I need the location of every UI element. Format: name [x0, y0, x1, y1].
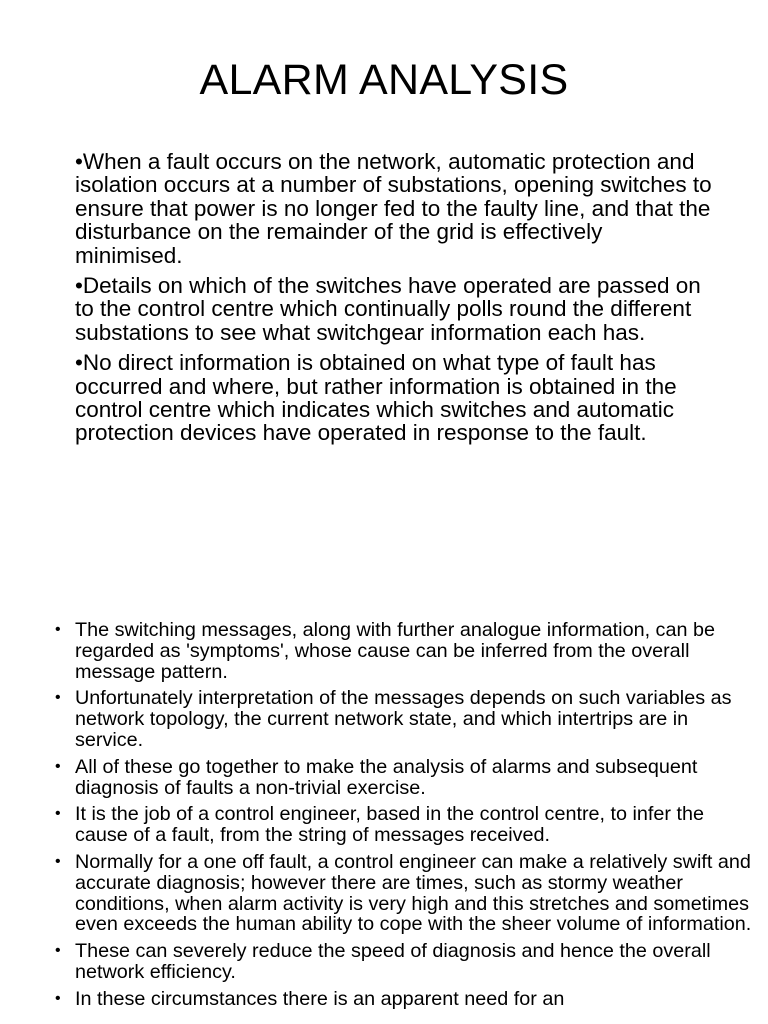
page-title: ALARM ANALYSIS	[199, 56, 569, 104]
bullet-marker: •	[55, 689, 61, 707]
list-item	[55, 803, 755, 847]
list-item-text: It is the job of a control engineer, based in the control centre, to infer the cause of a fault, from the string of messages received.	[75, 803, 704, 847]
list-item-text: These can severely reduce the speed of diagnosis and hence the overall network efficiency.	[75, 940, 711, 983]
bullet-marker: •	[55, 852, 61, 870]
list-item-text: Unfortunately interpretation of the messages depends on such variables as network topology, the current network state, and which intertrips are in service.	[75, 687, 732, 751]
paragraph-fault-protection: •When a fault occurs on the network, automatic protection and isolation occurs at a number of substations, opening switches to ensure that power is no longer fed to the faulty line, and that the disturbance on the remainder of the grid is effectively minimised.	[75, 149, 712, 268]
bullet-list	[55, 619, 755, 1016]
bullet-marker: •	[55, 757, 61, 775]
list-item	[55, 987, 755, 1010]
bullet-marker: •	[55, 805, 61, 823]
list-item-text: The switching messages, along with further analogue information, can be regarded as 'symptoms', whose cause can be inferred from the overall message pattern.	[75, 619, 715, 683]
list-item	[55, 940, 755, 983]
list-item-text: Normally for a one off fault, a control engineer can make a relatively swift and accurate diagnosis; however there are times, such as stormy weather conditions, when alarm activity is very high and this stretches and sometimes even exceeds the human ability to cope with the sheer volume of information.	[75, 850, 752, 936]
list-item-text: All of these go together to make the analysis of alarms and subsequent diagnosis of faults a non-trivial exercise.	[75, 755, 698, 799]
bullet-marker: •	[55, 989, 61, 1007]
list-item	[55, 850, 755, 936]
intro-paragraphs	[75, 150, 715, 452]
paragraph-no-direct-information: •No direct information is obtained on what type of fault has occurred and where, but rather information is obtained in the control centre which indicates which switches and automatic protection devices have operated in response to the fault.	[75, 350, 677, 446]
bullet-marker: •	[55, 621, 61, 638]
list-item	[55, 755, 755, 799]
paragraph-switch-details: •Details on which of the switches have operated are passed on to the control centre which continually polls round the different substations to see what switchgear information each has.	[75, 273, 701, 345]
list-item	[55, 687, 755, 751]
list-item	[55, 619, 755, 683]
list-item-text: In these circumstances there is an apparent need for an	[75, 987, 565, 1010]
bullet-marker: •	[55, 942, 61, 960]
